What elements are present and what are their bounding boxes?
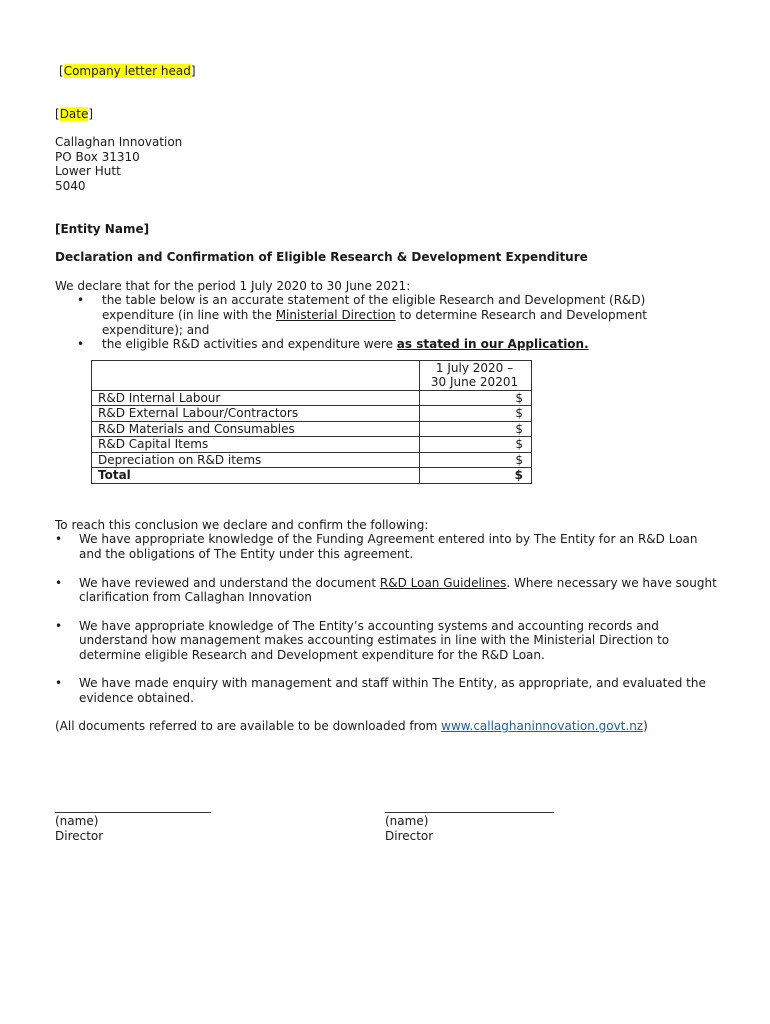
- list-item: • the eligible R&D activities and expenditure were as stated in our Application.: [55, 337, 720, 352]
- address-line: Lower Hutt: [55, 164, 121, 179]
- total-label: Total: [92, 468, 420, 484]
- row-label: R&D Internal Labour: [92, 390, 420, 406]
- table-header-row: [92, 360, 532, 390]
- signatory-title: Director: [55, 828, 104, 843]
- signatory-name: (name): [385, 814, 429, 828]
- row-amount: $: [420, 437, 532, 453]
- row-label: R&D Capital Items: [92, 437, 420, 453]
- conclusion-intro: To reach this conclusion we declare and confirm the following:: [55, 517, 429, 532]
- row-amount: $: [420, 452, 532, 468]
- row-amount: $: [420, 421, 532, 437]
- letterhead-placeholder: Company letter head: [63, 64, 191, 78]
- total-amount: $: [420, 468, 532, 484]
- confirmation-bullets: [55, 532, 720, 705]
- ministerial-direction-reference: Ministerial Direction: [275, 307, 396, 322]
- table-row: [92, 390, 532, 406]
- letter-body: [55, 64, 720, 733]
- date-line: [Date]: [55, 106, 94, 121]
- application-reference: as stated in our Application.: [396, 337, 589, 352]
- table-row: [92, 406, 532, 422]
- letterhead: [Company letter head]: [59, 64, 196, 78]
- list-item: • the table below is an accurate statement of the eligible Research and Development (R&D) expenditure (in line with the Ministerial Direction to determine Research and Development expenditure); and: [55, 293, 720, 337]
- loan-guidelines-reference: R&D Loan Guidelines: [379, 575, 507, 590]
- row-amount: $: [420, 390, 532, 406]
- website-link[interactable]: www.callaghaninnovation.govt.nz: [441, 718, 644, 733]
- row-label: R&D External Labour/Contractors: [92, 406, 420, 422]
- signature-block-right: [385, 812, 554, 843]
- date-placeholder: Date: [59, 106, 89, 121]
- signature-line: [385, 812, 554, 813]
- signatory-name: (name): [55, 814, 99, 828]
- address-line: PO Box 31310: [55, 149, 140, 164]
- document-heading: Declaration and Confirmation of Eligible Research & Development Expenditure: [55, 250, 588, 265]
- recipient-address: [55, 135, 720, 193]
- address-line: Callaghan Innovation: [55, 135, 183, 150]
- list-item: • We have appropriate knowledge of The Entity’s accounting systems and accounting records and understand how management makes accounting estimates in line with the Ministerial Direction to determine eligible Research and Development expenditure for the R&D Loan.: [55, 619, 720, 663]
- table-row: [92, 421, 532, 437]
- row-label: R&D Materials and Consumables: [92, 421, 420, 437]
- signature-line: [55, 812, 211, 813]
- signatory-title: Director: [385, 828, 434, 843]
- total-row: [92, 468, 532, 484]
- signature-block-left: [55, 812, 211, 843]
- table-row: [92, 452, 532, 468]
- list-item: • We have made enquiry with management and staff within The Entity, as appropriate, and evaluated the evidence obtained.: [55, 676, 720, 705]
- list-item: • We have appropriate knowledge of the Funding Agreement entered into by The Entity for an R&D Loan and the obligations of The Entity under this agreement.: [55, 532, 720, 561]
- list-item: • We have reviewed and understand the document R&D Loan Guidelines. Where necessary we have sought clarification from Callaghan Innovation: [55, 576, 720, 605]
- entity-name: [Entity Name]: [55, 221, 150, 236]
- table-row: [92, 437, 532, 453]
- declaration-intro: We declare that for the period 1 July 2020 to 30 June 2021:: [55, 278, 411, 293]
- footer-note: (All documents referred to are available to be downloaded from www.callaghaninnovation.govt.nz): [55, 718, 648, 733]
- row-amount: $: [420, 406, 532, 422]
- expenditure-table: [91, 360, 532, 484]
- address-line: 5040: [55, 178, 86, 193]
- declaration-bullets: [55, 293, 720, 351]
- period-header: 1 July 2020 – 30 June 20201: [420, 360, 532, 390]
- row-label: Depreciation on R&D items: [92, 452, 420, 468]
